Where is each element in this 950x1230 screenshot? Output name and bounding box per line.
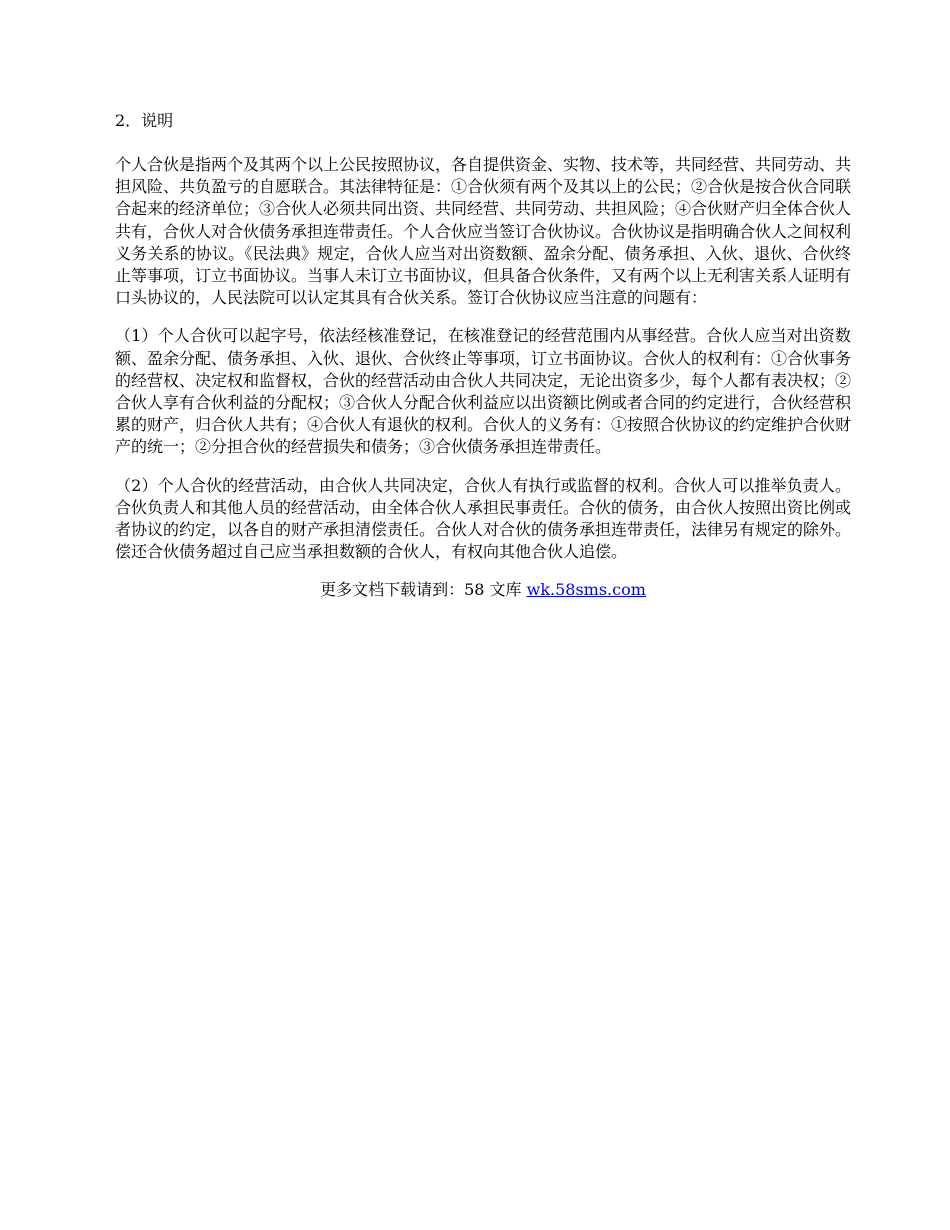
paragraph-item-1: （1）个人合伙可以起字号，依法经核准登记，在核准登记的经营范围内从事经营。合伙人应当对出资数额、盈余分配、债务承担、入伙、退伙、合伙终止等事项，订立书面协议。合伙人的权利有：①合伙事务的经营权、决定权和监督权，合伙的经营活动由合伙人共同决定，无论出资多少，每个人都有表决权；②合伙人享有合伙利益的分配权；③合伙人分配合伙利益应以出资额比例或者合同的约定进行，合伙经营积累的财产，归合伙人共有；④合伙人有退伙的权利。合伙人的义务有：①按照合伙协议的约定维护合伙财产的统一；②分担合伙的经营损失和债务；③合伙债务承担连带责任。	[115, 326, 852, 457]
footer-site-link[interactable]: wk.58sms.com	[526, 580, 646, 600]
paragraph-item-2: （2）个人合伙的经营活动，由合伙人共同决定，合伙人有执行或监督的权利。合伙人可以推举负责人。合伙负责人和其他人员的经营活动，由全体合伙人承担民事责任。合伙的债务，由合伙人按照出资比例或者协议的约定，以各自的财产承担清偿责任。合伙人对合伙的债务承担连带责任，法律另有规定的除外。偿还合伙债务超过自己应当承担数额的合伙人，有权向其他合伙人追偿。	[115, 475, 852, 562]
paragraph-intro: 个人合伙是指两个及其两个以上公民按照协议，各自提供资金、实物、技术等，共同经营、共同劳动、共担风险、共负盈亏的自愿联合。其法律特征是：①合伙须有两个及其以上的公民；②合伙是按合伙合同联合起来的经济单位；③合伙人必须共同出资、共同经营、共同劳动、共担风险；④合伙财产归全体合伙人共有，合伙人对合伙债务承担连带责任。个人合伙应当签订合伙协议。合伙协议是指明确合伙人之间权利义务关系的协议。《民法典》规定，合伙人应当对出资数额、盈余分配、债务承担、入伙、退伙、合伙终止等事项，订立书面协议。当事人未订立书面协议，但具备合伙条件，又有两个以上无利害关系人证明有口头协议的，人民法院可以认定其具有合伙关系。签订合伙协议应当注意的问题有：	[115, 155, 852, 308]
footer-text: 更多文档下载请到：58 文库	[320, 580, 527, 600]
footer-download-note	[115, 579, 851, 601]
section-heading: 2．说明	[115, 111, 174, 130]
document-page	[115, 110, 851, 601]
